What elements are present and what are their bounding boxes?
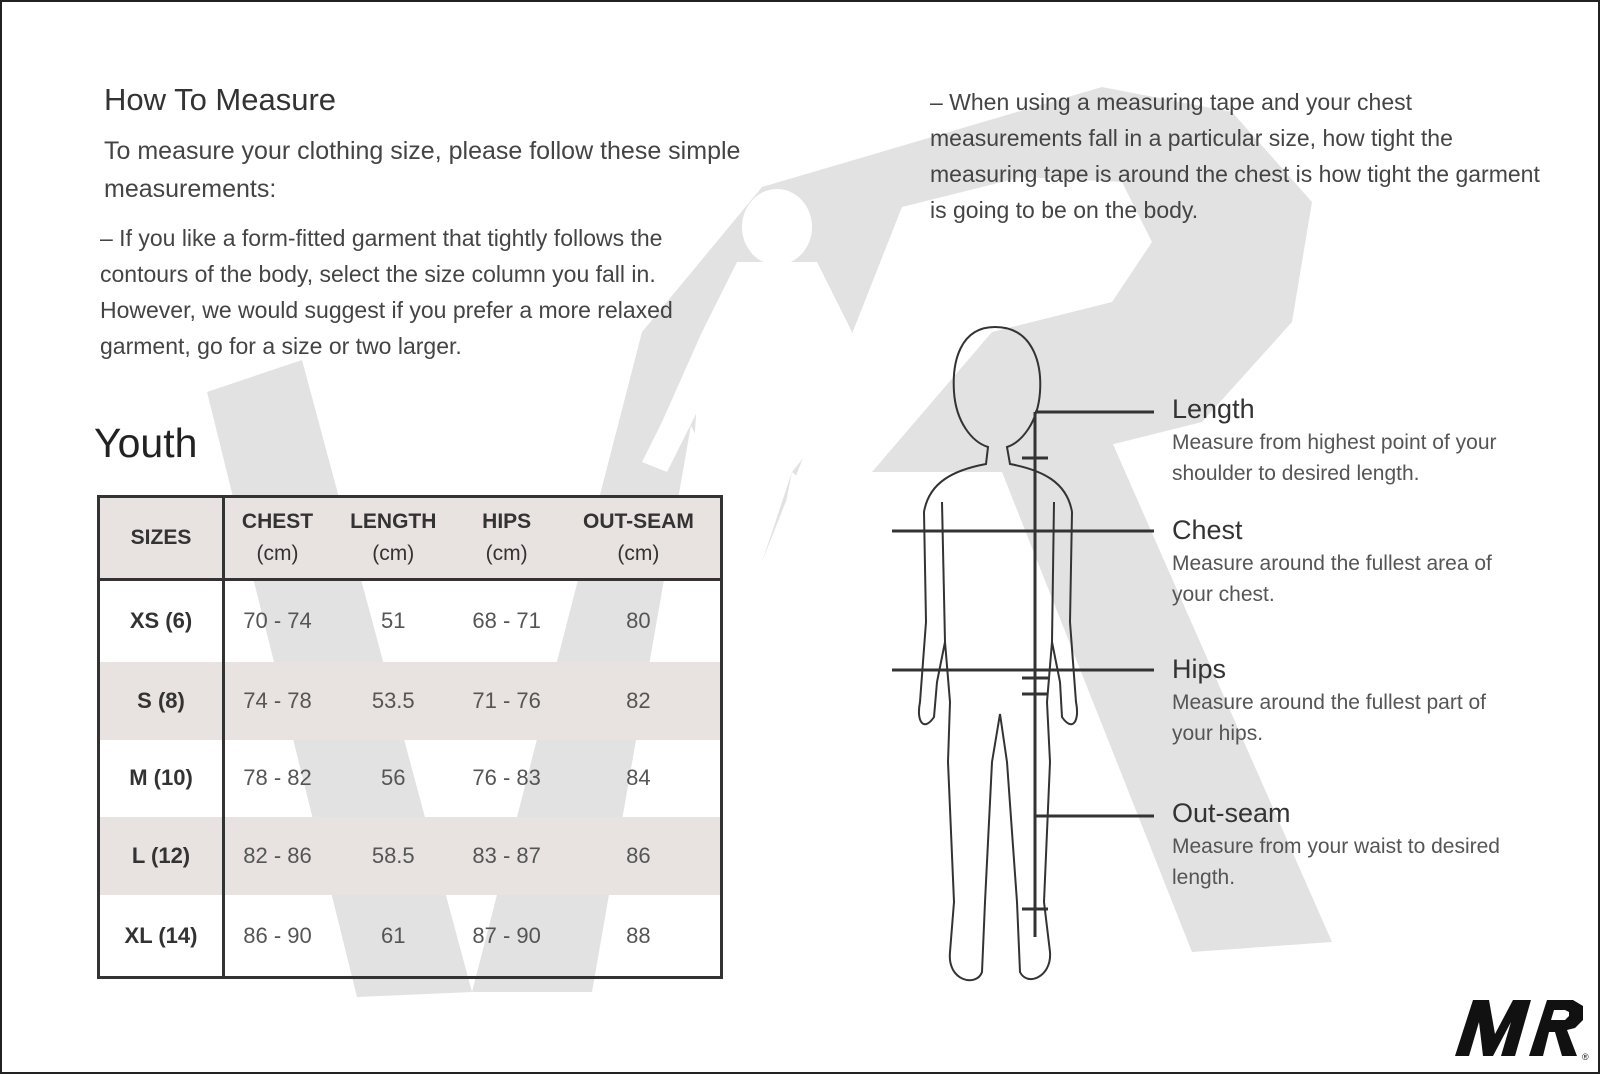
header-label: LENGTH	[350, 510, 437, 533]
header-label: CHEST	[241, 510, 314, 533]
length-cell: 58.5	[330, 817, 456, 895]
length-cell: 53.5	[330, 662, 456, 740]
measure-chest	[1172, 515, 1532, 610]
chest-cell: 82 - 86	[224, 817, 331, 895]
header-unit: (cm)	[617, 542, 660, 565]
tape-advice-paragraph: – When using a measuring tape and your chest measurements fall in a particular size, how tight the measuring tape is around the chest is how tight the garment is going to be on the body.	[930, 89, 1540, 223]
hips-cell: 68 - 71	[472, 608, 541, 634]
header-label: SIZES	[130, 526, 192, 549]
chest-cell: 74 - 78	[224, 662, 331, 740]
child-outline-icon	[919, 327, 1077, 980]
hips-cell: 83 - 87	[456, 817, 556, 895]
out-seam-cell: 86	[557, 817, 722, 895]
measure-description: Measure around the fullest area of your chest.	[1172, 552, 1492, 606]
chest-cell: 78 - 82	[243, 765, 312, 791]
hips-cell: 76 - 83	[472, 765, 541, 791]
measure-length	[1172, 394, 1532, 489]
chest-cell: 70 - 74	[243, 608, 312, 634]
size-cell: L (12)	[99, 817, 224, 895]
length-cell: 61	[381, 922, 406, 948]
out-seam-cell: 82	[557, 662, 722, 740]
measure-hips	[1172, 654, 1532, 749]
measure-description: Measure from highest point of your shoulder to desired length.	[1172, 431, 1497, 485]
header-unit: (cm)	[485, 542, 528, 565]
out-seam-cell: 88	[626, 922, 651, 948]
size-cell: XS (6)	[99, 580, 224, 662]
how-to-measure-title: How To Measure	[104, 82, 337, 117]
how-to-measure-intro: To measure your clothing size, please follow these simple measurements:	[104, 137, 741, 203]
length-cell: 51	[381, 608, 406, 634]
measure-out-seam	[1172, 798, 1532, 893]
measure-description: Measure from your waist to desired length.	[1172, 835, 1500, 889]
brand-logo	[1451, 992, 1591, 1062]
chest-cell: 86 - 90	[243, 922, 312, 948]
size-cell: S (8)	[99, 662, 224, 740]
youth-title: Youth	[94, 420, 198, 466]
measurement-lines	[892, 412, 1154, 937]
measure-title: Hips	[1172, 654, 1227, 684]
header-unit: (cm)	[256, 542, 299, 565]
header-label: OUT-SEAM	[583, 510, 694, 533]
header-label: HIPS	[482, 510, 532, 533]
hips-cell: 87 - 90	[472, 922, 541, 948]
size-cell: XL (14)	[99, 895, 224, 977]
measure-title: Chest	[1172, 515, 1243, 545]
measure-title: Out-seam	[1172, 798, 1291, 828]
out-seam-cell: 84	[626, 765, 651, 791]
fit-advice-paragraph: – If you like a form-fitted garment that tightly follows the contours of the body, select the size column you fall in. However, we would suggest if you prefer a more relaxed garment, go for a size or two larger.	[100, 225, 673, 359]
length-cell: 56	[381, 765, 406, 791]
measure-title: Length	[1172, 394, 1255, 424]
header-unit: (cm)	[372, 542, 415, 565]
size-cell: M (10)	[99, 740, 224, 818]
out-seam-cell: 80	[626, 608, 651, 634]
measure-description: Measure around the fullest part of your hips.	[1172, 691, 1487, 745]
registered-mark: ®	[1582, 1052, 1589, 1062]
hips-cell: 71 - 76	[456, 662, 556, 740]
